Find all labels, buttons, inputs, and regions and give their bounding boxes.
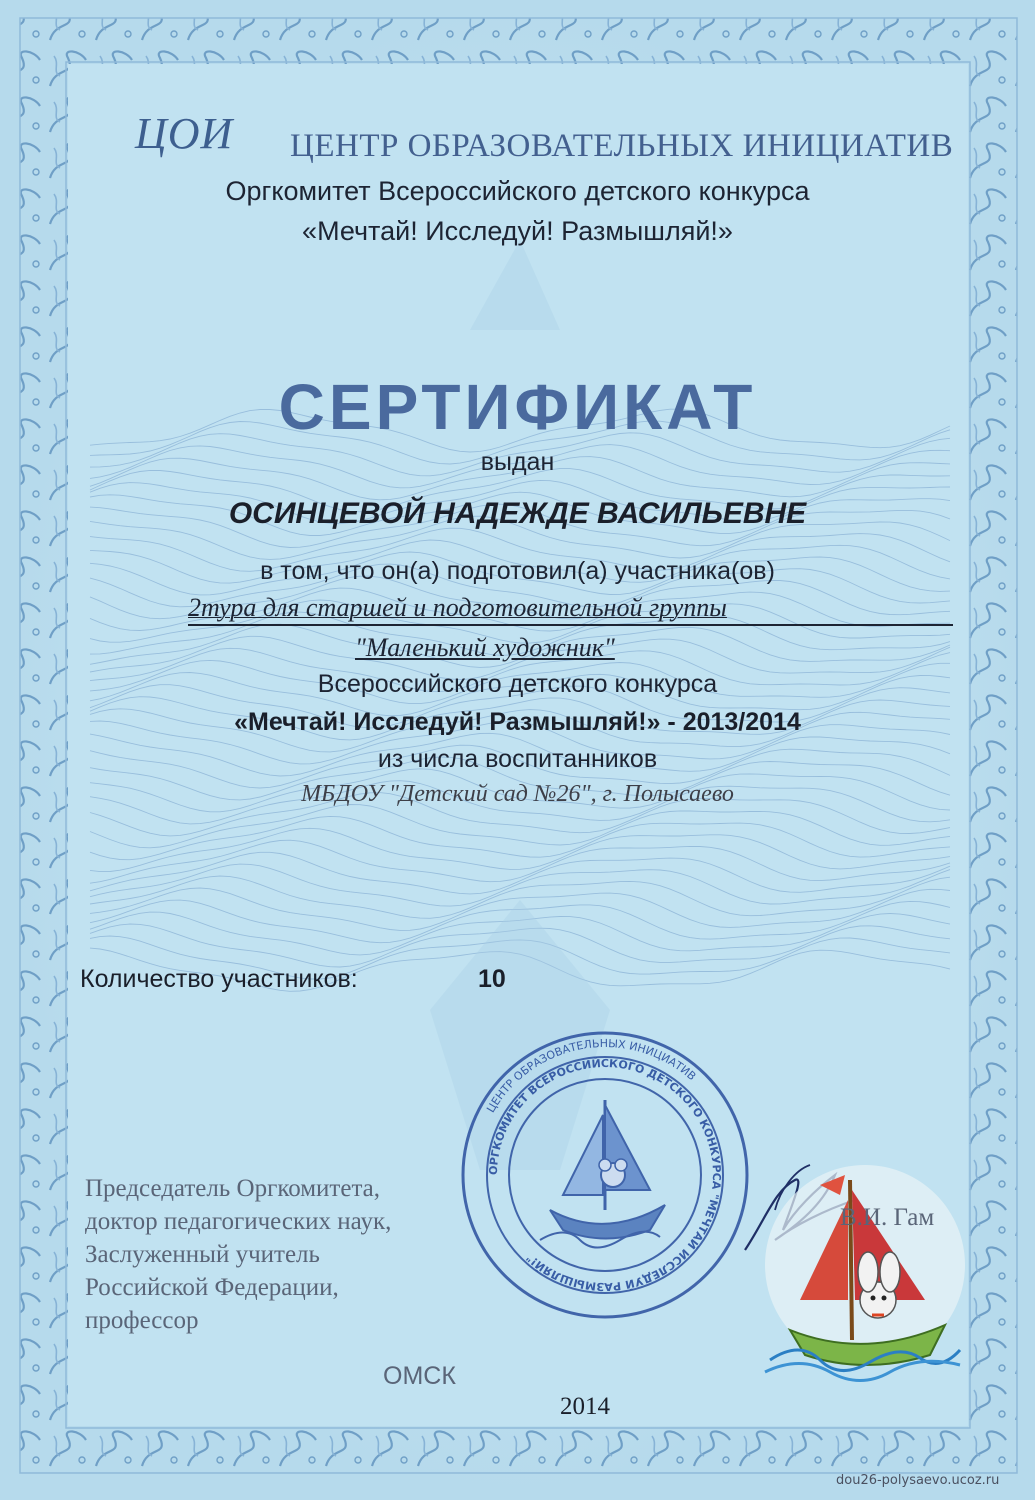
pupils-text: из числа воспитанников: [377, 745, 658, 773]
chair-line: профессор: [85, 1307, 199, 1334]
participants-count-label: Количество участников:: [80, 965, 358, 993]
organization-name: ЦЕНТР ОБРАЗОВАТЕЛЬНЫХ ИНИЦИАТИВ: [290, 128, 954, 164]
certificate-title: СЕРТИФИКАТ: [278, 371, 757, 443]
nomination-name: "Маленький художник": [355, 633, 615, 662]
chair-line: доктор педагогических наук,: [85, 1208, 392, 1235]
signer-name: В.И. Гам: [840, 1204, 935, 1231]
chair-line: Заслуженный учитель: [85, 1241, 320, 1268]
city: ОМСК: [383, 1362, 456, 1390]
institution-name: МБДОУ "Детский сад №26", г. Полысаево: [301, 781, 734, 807]
stamp-sailboat-icon: [540, 1100, 665, 1248]
contest-type-text: Всероссийского детского конкурса: [317, 670, 718, 698]
organizing-committee-line: Оргкомитет Всероссийского детского конкурса: [225, 176, 810, 206]
participants-count-value: 10: [478, 965, 506, 993]
prepared-participants-text: в том, что он(а) подготовил(а) участника(ов): [260, 557, 775, 585]
issued-label: выдан: [480, 448, 555, 476]
contest-title-year: «Мечтай! Исследуй! Размышляй!» - 2013/2014: [234, 708, 801, 736]
year: 2014: [560, 1393, 610, 1420]
tour-description: 2тура для старшей и подготовительной группы: [188, 593, 953, 626]
svg-text:ОРГКОМИТЕТ ВСЕРОССИЙСКОГО ДЕТС: ОРГКОМИТЕТ ВСЕРОССИЙСКОГО ДЕТСКОГО КОНКУРСА "МЕЧТАЙ ИССЛЕДУЙ РАЗМЫШЛЯЙ!": [486, 1056, 724, 1294]
chair-line: Российской Федерации,: [85, 1274, 339, 1301]
recipient-name: ОСИНЦЕВОЙ НАДЕЖДЕ ВАСИЛЬЕВНЕ: [228, 497, 807, 530]
contest-name-line: «Мечтай! Исследуй! Размышляй!»: [302, 216, 733, 246]
official-stamp: [455, 1025, 755, 1325]
chairman-credentials: [85, 1172, 391, 1337]
chair-line: Председатель Оргкомитета,: [85, 1175, 381, 1202]
source-watermark-url: dou26-polysaevo.ucoz.ru: [836, 1473, 1000, 1488]
organization-logo: ЦОИ: [135, 109, 234, 158]
mascot-boat-icon: [760, 1150, 970, 1385]
svg-text:ЦЕНТР ОБРАЗОВАТЕЛЬНЫХ ИНИЦИАТИ: ЦЕНТР ОБРАЗОВАТЕЛЬНЫХ ИНИЦИАТИВ: [484, 1036, 699, 1115]
